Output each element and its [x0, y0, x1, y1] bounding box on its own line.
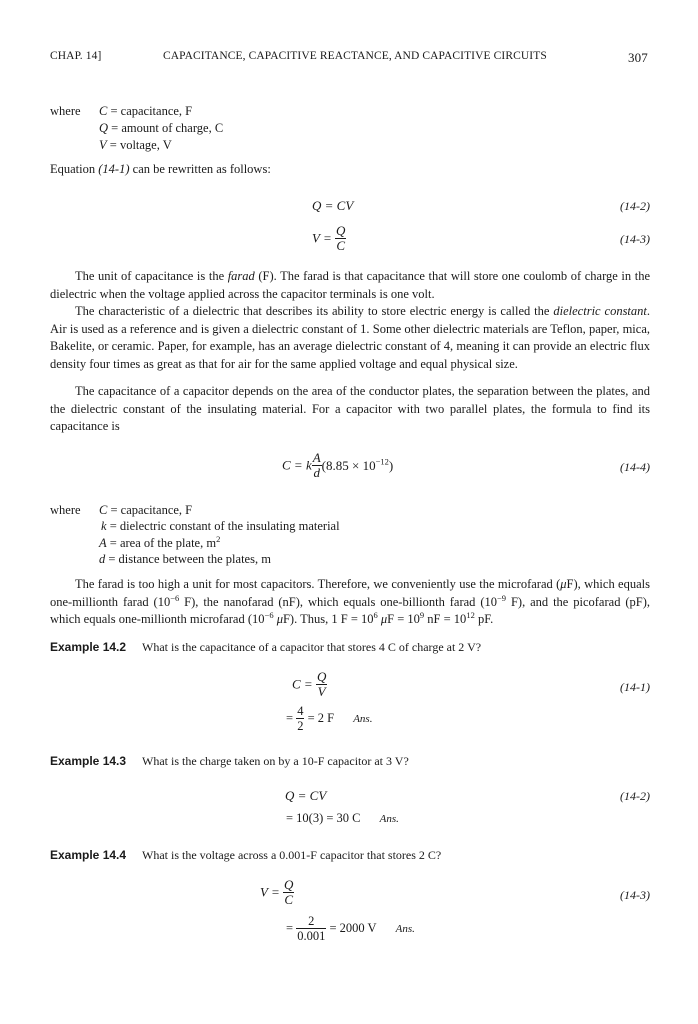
answer-label: Ans.	[395, 922, 415, 935]
equation-number: (14-3)	[620, 232, 650, 246]
example-question: What is the charge taken on by a 10-F capacitor at 3 V?	[142, 754, 409, 768]
equation-number: (14-4)	[620, 460, 650, 474]
paragraph-farad: The unit of capacitance is the farad (F). The farad is that capacitance that will store one coulomb of charge in the dielectric when the voltage applied across the capacitor terminals is one volt.	[50, 269, 650, 301]
equation-number: (14-2)	[620, 789, 650, 803]
equation-number: (14-2)	[620, 199, 650, 213]
paragraph-capacitance-formula: The capacitance of a capacitor depends on the area of the conductor plates, the separation between the plates, and the dielectric constant of the insulating material. For a capacitor with two parallel plates, the formula to find its capacitance is	[50, 384, 650, 433]
answer-label: Ans.	[379, 813, 399, 825]
definition-line: C = capacitance, F	[99, 104, 193, 118]
example-solution: = $\frac{2}{0.001}$ = 2000 V Ans.	[286, 914, 415, 943]
equation-14-4: C = k $\frac{A}{d}$ $(8.85 \times 10^{-12})$	[282, 450, 394, 480]
definition-line: Q = amount of charge, C	[99, 121, 224, 135]
example-solution: = 10(3) = 30 C Ans.	[286, 811, 399, 825]
definition-line: A = area of the plate, $m^2$	[99, 533, 221, 550]
example-equation: Q = CV	[285, 788, 327, 803]
equation-14-2: Q = CV	[312, 198, 354, 213]
example-label: Example 14.3	[50, 754, 127, 768]
definition-line: C = capacitance, F	[99, 503, 193, 517]
page-number: 307	[628, 50, 648, 65]
where-label: where	[50, 503, 81, 517]
example-equation: V = $\frac{Q}{C}$	[260, 877, 294, 907]
definition-line: d = distance between the plates, m	[99, 552, 271, 566]
where-label: where	[50, 104, 81, 118]
example-label: Example 14.2	[50, 640, 127, 654]
equation-14-3: V = $\frac{Q}{C}$	[312, 223, 346, 253]
example-label: Example 14.4	[50, 848, 127, 862]
definition-line: k = dielectric constant of the insulating material	[101, 519, 340, 533]
paragraph-dielectric: The characteristic of a dielectric that describes its ability to store electric energy is called the dielectric constant. Air is used as a reference and is given a dielectric constant of 1. Some other dielectric materials are Teflon, paper, mica, Bakelite, or ceramic. Paper, for example, has an average dielectric constant of 4, meaning it can provide an electric flux density four times as great as that for air for the same applied voltage and equal physical size.	[50, 304, 650, 371]
equation-number: (14-1)	[620, 680, 650, 694]
example-question: What is the voltage across a 0.001-F capacitor that stores 2 C?	[142, 848, 442, 862]
example-solution: = $\frac{4}{2}$ = 2 F Ans.	[286, 704, 373, 733]
running-title: CAPACITANCE, CAPACITIVE REACTANCE, AND CAPACITIVE CIRCUITS	[163, 50, 547, 62]
example-question: What is the capacitance of a capacitor that stores 4 C of charge at 2 V?	[142, 640, 482, 654]
answer-label: Ans.	[353, 712, 373, 725]
rewrite-sentence: Equation (14-1) can be rewritten as follows:	[50, 162, 271, 176]
definition-line: V = voltage, V	[99, 138, 172, 152]
chapter-label: CHAP. 14]	[50, 50, 102, 62]
equation-number: (14-3)	[620, 888, 650, 902]
example-equation: C = $\frac{Q}{V}$	[292, 669, 327, 699]
paragraph-units: The farad is too high a unit for most capacitors. Therefore, we conveniently use the microfarad (μF), which equals one-millionth farad ($10^{-6}$ F), the nanofarad (nF), which equals one-billionth farad ($10^{-9}$ F), and the picofarad (pF), which equals one-millionth microfarad ($10^{-6}$ μF). Thus, 1 $F = 10^6$ $\mu F = 10^9$ nF = $10^{12}$ pF.	[50, 577, 651, 626]
